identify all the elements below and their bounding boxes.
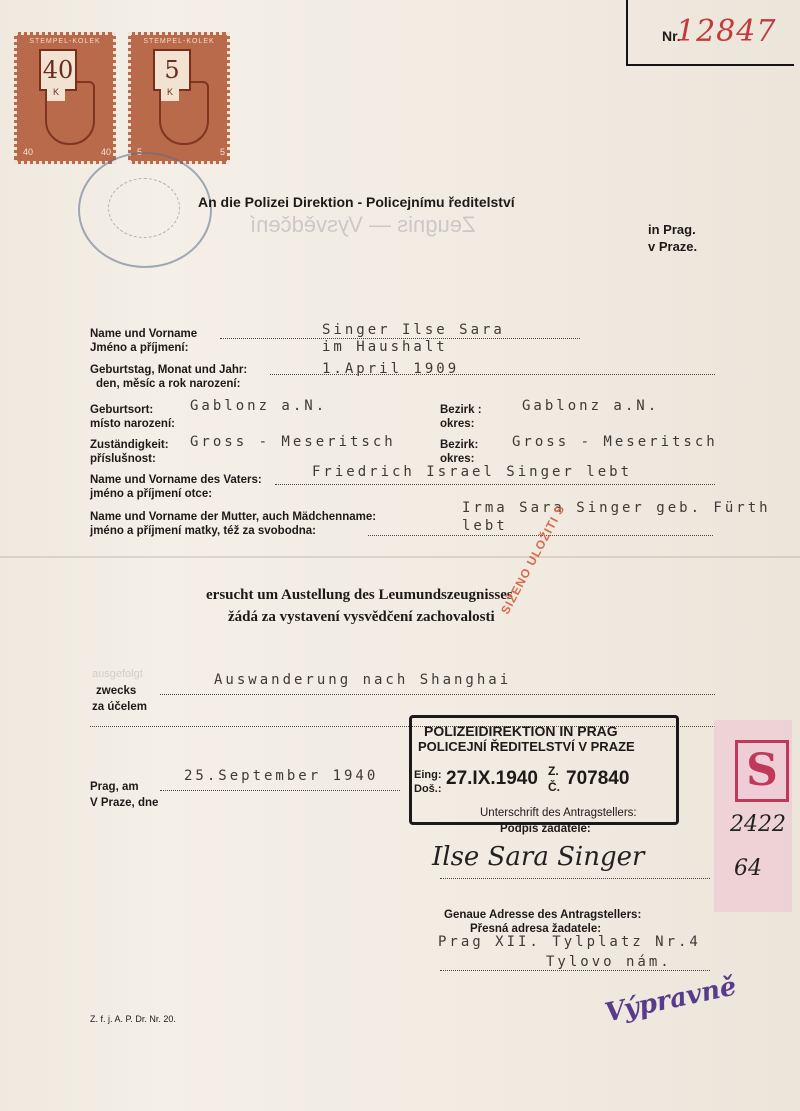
district2-label-de: Bezirk: [440, 439, 479, 451]
birthplace-value: Gablonz a.N. [190, 398, 328, 414]
place-label-cz: V Praze, dne [90, 797, 159, 809]
signature-label-cz: Podpis žadatele: [500, 823, 591, 835]
bleedthrough-text: Zeugnis — Vysvědčení [250, 212, 476, 237]
stamp-footer: 40 40 [23, 147, 111, 157]
police-seal [78, 152, 212, 268]
seal-emblem-icon [108, 178, 180, 238]
affiliation-label-cz: příslušnost: [90, 453, 156, 465]
nr-value: 12847 [676, 14, 777, 49]
name-label-cz: Jméno a příjmení: [90, 342, 189, 354]
purpose-value: Auswanderung nach Shanghai [214, 672, 512, 688]
mother-value-2: lebt [462, 518, 508, 534]
district-value: Gablonz a.N. [522, 398, 660, 414]
police-stamp-c: Č. [548, 780, 560, 794]
name-label-de: Name und Vorname [90, 328, 198, 340]
father-label-cz: jméno a příjmení otce: [90, 488, 213, 500]
affiliation-label-de: Zuständigkeit: [90, 439, 169, 451]
police-stamp-z: Z. [548, 764, 559, 778]
red-diagonal-stamp: SIŽENO ULOŽITI S [498, 502, 568, 617]
name-value: Singer Ilse Sara [322, 322, 505, 338]
mother-label-de: Name und Vorname der Mutter, auch Mädchenname: [90, 511, 377, 523]
affiliation-value: Gross - Meseritsch [190, 434, 396, 450]
address-line-2: Tylovo nám. [546, 954, 672, 970]
signature-dots [440, 878, 710, 879]
city-cz: v Praze. [648, 239, 698, 254]
big-s-stamp: S [735, 740, 789, 802]
mother-label-cz: jméno a příjmení matky, též za svobodna: [90, 525, 317, 537]
stamp-value: 5 [153, 49, 191, 91]
side-number-1: 2422 [730, 812, 786, 837]
birth-value: 1.April 1909 [322, 361, 460, 377]
bleed-purpose: ausgefolgt [92, 668, 143, 680]
request-line-de: ersucht um Austellung des Leumundszeugnisses [206, 587, 513, 603]
police-stamp-number: 707840 [566, 768, 630, 789]
signature-value: Ilse Sara Singer [432, 842, 645, 872]
purpose-label-cz: za účelem [92, 701, 147, 713]
fold-line [0, 556, 800, 558]
stamp-footer: 5 5 [137, 147, 225, 157]
district2-value: Gross - Meseritsch [512, 434, 718, 450]
police-stamp-line1: POLIZEIDIREKTION IN PRAG [424, 723, 618, 739]
place-label-de: Prag, am [90, 781, 139, 793]
date-value: 25.September 1940 [184, 768, 379, 784]
addressee: An die Polizei Direktion - Policejnímu ředitelství [198, 194, 515, 210]
date-dots [160, 790, 400, 791]
stamp-header: STEMPEL-KOLEK [29, 38, 101, 45]
birth-label-cz: den, měsíc a rok narození: [96, 378, 241, 390]
address-line-1: Prag XII. Tylplatz Nr.4 [438, 934, 701, 950]
district-label-de: Bezirk : [440, 404, 482, 416]
city-de: in Prag. [648, 222, 696, 237]
address-dots [440, 970, 710, 971]
stamp-header: STEMPEL-KOLEK [143, 38, 215, 45]
birth-label-de: Geburtstag, Monat und Jahr: [90, 364, 248, 376]
revenue-stamp-40 [14, 32, 116, 164]
district-label-cz: okres: [440, 418, 475, 430]
name-value-2: im Haushalt [322, 339, 448, 355]
father-value: Friedrich Israel Singer lebt [312, 464, 633, 480]
signature-label-de: Unterschrift des Antragstellers: [480, 807, 637, 819]
birthplace-label-de: Geburtsort: [90, 404, 154, 416]
side-number-2: 64 [734, 856, 762, 881]
request-line-cz: žádá za vystavení vysvědčení zachovalosti [228, 609, 495, 625]
purpose-label-de: zwecks [96, 685, 137, 697]
police-stamp-eing: Eing: [414, 769, 442, 781]
stamp-value: 40 [39, 49, 77, 91]
purpose-dots [160, 694, 715, 695]
nr-label: Nr. [662, 28, 681, 44]
police-stamp-line2: POLICEJNÍ ŘEDITELSTVÍ V PRAZE [418, 739, 635, 754]
address-label-cz: Přesná adresa žadatele: [470, 923, 602, 935]
birthplace-label-cz: místo narození: [90, 418, 175, 430]
vypravne-stamp: Výpravně [602, 971, 740, 1029]
form-code: Z. f. j. A. P. Dr. Nr. 20. [90, 1014, 176, 1024]
stamp-currency: K [47, 87, 65, 101]
district2-label-cz: okres: [440, 453, 475, 465]
mother-value: Irma Sara Singer geb. Fürth [462, 500, 771, 516]
father-dots [275, 484, 715, 485]
police-stamp-dos: Doš.: [414, 783, 442, 795]
address-label-de: Genaue Adresse des Antragstellers: [444, 909, 642, 921]
police-stamp-date: 27.IX.1940 [446, 768, 538, 789]
stamp-currency: K [161, 87, 179, 101]
revenue-stamp-5 [128, 32, 230, 164]
father-label-de: Name und Vorname des Vaters: [90, 474, 262, 486]
